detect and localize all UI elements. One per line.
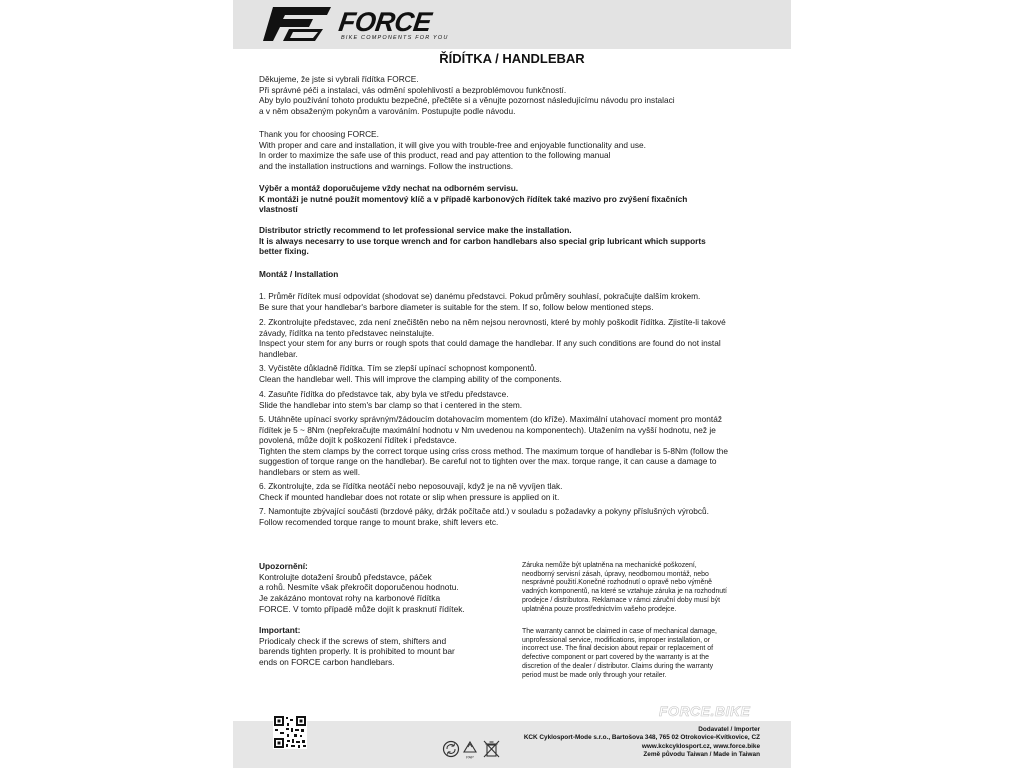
warranty-cz: Záruka nemůže být uplatněna na mechanické poškození, neodborný servisní zásah, úpravy, neodbornou montáž, nebo nesprávné použití.Konečné rozhodnutí o opravě nebo výměně vadných komponentů, na které se vztahuje záruka je na rozhodnutí prodejce / distributora. Reklamace v rámci záruční doby musí být uplatněna pouze prostřednictvím vašeho prodejce.: [522, 562, 727, 613]
step-5: 5. Utáhněte upínací svorky správným/žádoucím dotahovacím momentem (do kříže). Maximální utahovací moment pro montáž řídítek je 5 ~ 8Nm (nepřekračujte maximální hodnotu v Nm uvedenou na komponentech). Utažením na vyšší hodnotu, než je povolená, může dojít k poškození řídítek i představce. Tighten the stem clamps by the correct torque using criss cross method. The maximum torque of handlebar is 5-8Nm (follow the suggestion of torque range on the handlebar). Be careful not to tighten over the max. torque range, it can cause a damage to handlebars or stem as well.: [259, 414, 728, 477]
brand-wordmark: FORCE: [336, 7, 434, 37]
intro-cz: Děkujeme, že jste si vybrali řídítka FORCE. Při správné péči a instalaci, vás odmění spolehlivostí a bezproblémovou funkčností. Aby bylo používání tohoto produktu bezpečné, přečtěte si a věnujte pozornost následujícímu návodu pro instalaci a v něm obsaženým pokynům a varováním. Postupujte podle návodu.: [259, 74, 675, 116]
notice-cz: Výběr a montáž doporučujeme vždy nechat na odborném servisu. K montáži je nutné použít momentový klíč a v případě karbonových řídítek také mazivo pro zvýšení fixačních vlastností: [259, 183, 688, 215]
warning-en-heading: Important:: [259, 625, 301, 635]
svg-text:PAP: PAP: [466, 754, 474, 759]
force-logo-icon: [263, 5, 335, 43]
step-4: 4. Zasuňte řídítka do představce tak, aby byla ve středu představce. Slide the handlebar into stem's bar clamp so that i centered in the stem.: [259, 389, 523, 410]
warning-cz-heading: Upozornění:: [259, 561, 308, 571]
warning-cz: Upozornění: Kontrolujte dotažení šroubů představce, páček a rohů. Nesmíte však překročit doporučenou hodnotu. Je zakázáno montovat rohy na karbonové řídítka FORCE. V tomto případě může dojít k prasknutí řídítek.: [259, 561, 514, 615]
brand-tagline: BIKE COMPONENTS FOR YOU: [341, 35, 449, 41]
step-1: 1. Průměr řídítek musí odpovídat (shodovat se) danému představci. Pokud průměry souhlasí, pokračujte dalším krokem. Be sure that your handlebar's barbore diameter is suitable for the stem. If so, follow below mentioned steps.: [259, 291, 701, 312]
step-6: 6. Zkontrolujte, zda se řídítka neotáčí nebo neposouvají, když je na ně vyvíjen tlak. Check if mounted handlebar does not rotate or slip when pressure is applied on it.: [259, 481, 563, 502]
page-title: ŘÍDÍTKA / HANDLEBAR: [439, 51, 585, 66]
manual-page: [233, 0, 791, 768]
step-3: 3. Vyčistěte důkladně řídítka. Tím se zlepší upínací schopnost komponentů. Clean the handlebar well. This will improve the clamping ability of the components.: [259, 363, 562, 384]
importer-web: www.kckcyklosport.cz, www.force.bike: [641, 742, 760, 750]
warranty-en: The warranty cannot be claimed in case of mechanical damage, unprofessional service, modifications, improper installation, or incorrect use. The final decision about repair or replacement of defective component or part covered by the warranty is at the discretion of the dealer / distributor. Claims during the warranty period must be made only through your retailer.: [522, 628, 717, 679]
notice-en: Distributor strictly recommend to let professional service make the installation. It is always necesarry to use torque wrench and for carbon handlebars also special grip lubricant which supports better fixing.: [259, 225, 706, 257]
step-2: 2. Zkontrolujte představec, zda není znečištěn nebo na něm nejsou nerovnosti, které by mohly poškodit řídítka. Zjistíte-li takové závady, řídítka na tento představec neinstalujte. Inspect your stem for any burrs or rough spots that could damage the handlebar. If any such conditions are found do not instal handlebar.: [259, 317, 726, 359]
qr-code-icon: [273, 715, 307, 749]
importer-info: [440, 726, 760, 760]
importer-label: Dodavatel / Importer: [698, 726, 760, 733]
importer-address: KCK Cyklosport-Mode s.r.o., Bartošova 348, 765 02 Otrokovice-Kvítkovice, CZ: [523, 734, 760, 742]
country-of-origin: Země původu Taiwan / Made in Taiwan: [643, 751, 760, 759]
warning-en: Important: Priodicaly check if the screws of stem, shifters and barends tighten properly. It is prohibited to mount bar ends on FORCE carbon handlebars.: [259, 625, 514, 668]
installation-heading: Montáž / Installation: [259, 269, 339, 279]
header-band: [233, 0, 791, 49]
intro-en: Thank you for choosing FORCE. With proper and care and installation, it will give you with trouble-free and enjoyable functionality and use. In order to maximize the safe use of this product, read and pay attention to the following manual and the installation instructions and warnings. Follow the instructions.: [259, 129, 646, 171]
step-7: 7. Namontujte zbývající součásti (brzdové páky, držák počítače atd.) v souladu s požadavky a pokyny příslušných výrobců. Follow recomended torque range to mount brake, shift levers etc.: [259, 506, 709, 527]
website-watermark: FORCE.BIKE: [659, 703, 751, 719]
